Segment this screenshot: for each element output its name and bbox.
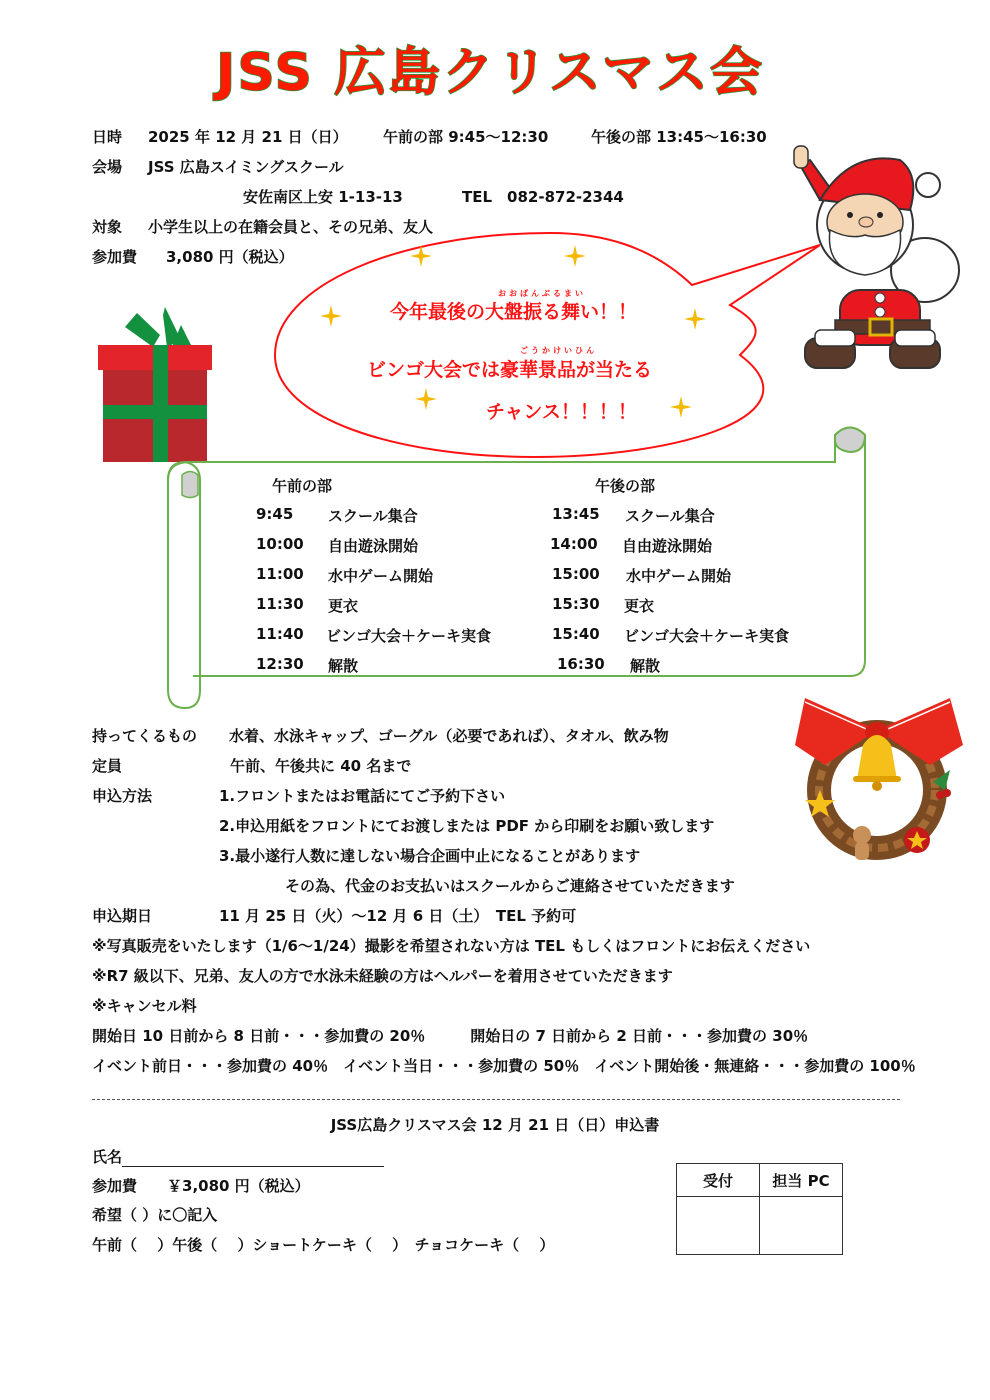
target-value: 小学生以上の在籍会員と、その兄弟、友人 [148,218,434,236]
staff-stamp-table [676,1163,843,1255]
method-note: その為、代金のお支払いはスクールからご連絡させていただきます [285,877,735,895]
cancel-line: イベント前日・・・参加費の 40％ イベント当日・・・参加費の 50％ イベント開始後・無連絡・・・参加費の 100％ [92,1057,916,1075]
bubble-line-3: チャンス！！！！ [486,401,637,423]
bubble-line-2: ビンゴ大会では豪華景品が当たる [367,359,653,381]
capacity-value: 午前、午後共に 40 名まで [230,757,412,775]
am-event: 更衣 [328,597,359,615]
am-time: 9:45 [256,505,294,523]
am-time: 11:30 [256,595,304,613]
sparkle-icon [564,245,586,267]
wreath-icon [785,690,970,870]
pm-event: 更衣 [624,597,655,615]
sparkle-icon [410,245,432,267]
date-label: 日時 [92,128,123,146]
note-cancel: ※キャンセル料 [92,997,197,1015]
pm-event: ビンゴ大会＋ケーキ実食 [624,627,790,645]
cancel-line: 開始日 10 日前から 8 日前・・・参加費の 20％ 開始日の 7 日前から 2 日前・・・参加費の 30％ [92,1027,809,1045]
am-event: 解散 [328,657,359,675]
venue-name: JSS 広島スイミングスクール [148,158,344,176]
form-instruction: 希望（ ）に〇記入 [92,1206,218,1224]
target-label: 対象 [92,218,123,236]
stamp-header-staff: 担当 PC [760,1164,843,1197]
form-options[interactable]: 午前（ ）午後（ ）ショートケーキ（ ） チョコケーキ（ ） [92,1236,555,1254]
stamp-cell-reception[interactable] [677,1197,760,1255]
am-event: 水中ゲーム開始 [328,567,434,585]
capacity-label: 定員 [92,757,123,775]
am-time: 11:40 [256,625,304,643]
pm-event: 解散 [630,657,661,675]
pm-time: 13:45 [552,505,600,523]
sparkle-icon [415,388,437,410]
note-helper: ※R7 級以下、兄弟、友人の方で水泳未経験の方はヘルパーを着用させていただきます [92,967,673,985]
am-event: 自由遊泳開始 [328,537,419,555]
am-event: スクール集合 [328,507,418,525]
am-event: ビンゴ大会＋ケーキ実食 [326,627,492,645]
bubble-ruby-1: おおばんぶるまい [498,289,586,298]
santa-icon [780,140,970,380]
venue-label: 会場 [92,158,123,176]
sparkle-icon [684,308,706,330]
pm-time: 16:30 [557,655,605,673]
deadline-value: 11 月 25 日（火）～12 月 6 日（土） TEL 予約可 [219,907,577,925]
method-item: 3.最小遂行人数に達しない場合企画中止になることがあります [219,847,641,865]
am-time: 11:00 [256,565,304,583]
page-title: JSS 広島クリスマス会 [216,43,764,103]
pm-session: 午後の部 13:45～16:30 [591,128,767,146]
date-value: 2025 年 12 月 21 日（日） [148,128,348,146]
stamp-cell-staff[interactable] [760,1197,843,1255]
pm-event: 水中ゲーム開始 [626,567,732,585]
am-time: 12:30 [256,655,304,673]
am-time: 10:00 [256,535,304,553]
form-title: JSS広島クリスマス会 12 月 21 日（日）申込書 [330,1116,660,1134]
pm-event: スクール集合 [625,507,715,525]
method-item: 2.申込用紙をフロントにてお渡しまたは PDF から印刷をお願い致します [219,817,715,835]
bring-label: 持ってくるもの [92,727,198,745]
bring-value: 水着、水泳キャップ、ゴーグル（必要であれば）、タオル、飲み物 [229,727,669,745]
pm-time: 15:40 [552,625,600,643]
sparkle-icon [670,396,692,418]
bubble-ruby-2: ごうかけいひん [520,346,597,355]
pm-time: 14:00 [550,535,598,553]
fee-label: 参加費 [92,248,138,266]
name-underline [122,1152,384,1167]
pm-time: 15:00 [552,565,600,583]
method-label: 申込方法 [92,787,153,805]
pm-heading: 午後の部 [595,477,656,495]
am-heading: 午前の部 [272,477,333,495]
venue-address: 安佐南区上安 1-13-13 [243,188,403,206]
sparkle-icon [320,305,342,327]
stamp-header-reception: 受付 [677,1164,760,1197]
deadline-label: 申込期日 [92,907,153,925]
form-name-field[interactable] [92,1146,384,1167]
venue-tel: TEL 082-872-2344 [462,188,624,206]
method-item: 1.フロントまたはお電話にてご予約下さい [219,787,506,805]
fee-value: 3,080 円（税込） [166,248,294,266]
note-photo: ※写真販売をいたします（1/6～1/24）撮影を希望されない方は TEL もしくはフロントにお伝えください [92,937,811,955]
form-name-label: 氏名 [92,1148,123,1166]
am-session: 午前の部 9:45～12:30 [383,128,549,146]
form-fee-line: 参加費 ￥3,080 円（税込） [92,1177,310,1195]
pm-event: 自由遊泳開始 [622,537,713,555]
pm-time: 15:30 [552,595,600,613]
cut-line-divider [92,1099,900,1100]
bubble-line-1: 今年最後の大盤振る舞い！！ [390,301,638,323]
